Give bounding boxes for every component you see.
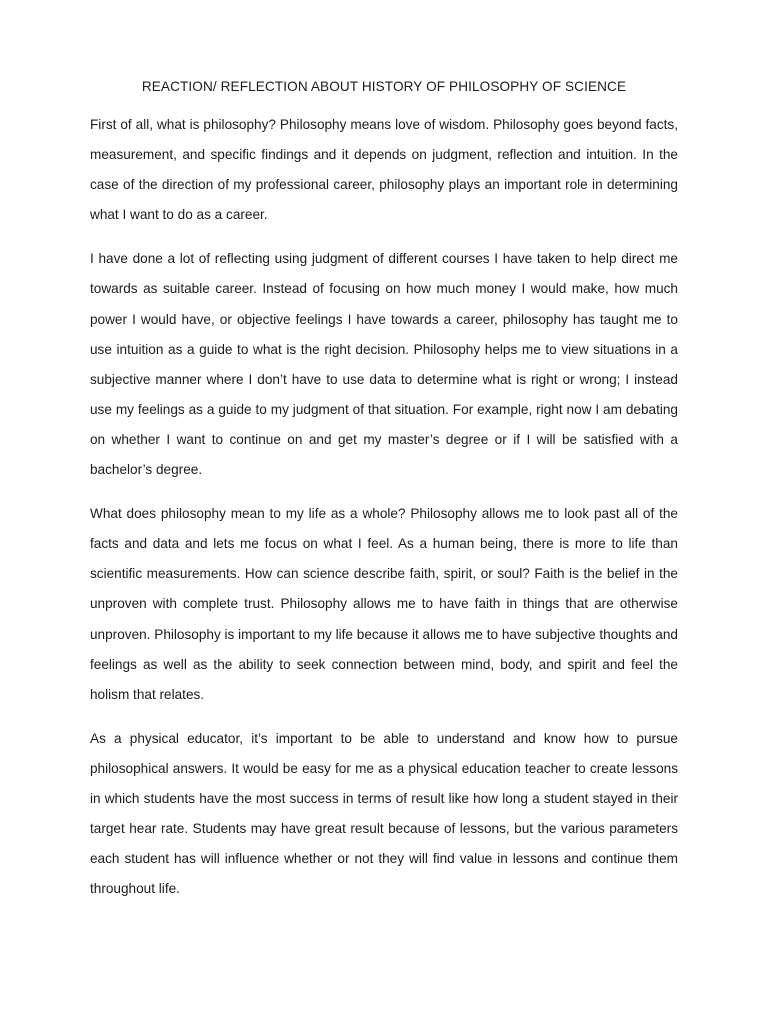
paragraph-3: What does philosophy mean to my life as a whole? Philosophy allows me to look past all of the facts and data and lets me focus on what I feel. As a human being, there is more to life than scientific measurements. How can science describe faith, spirit, or soul? Faith is the belief in the unproven with complete trust. Philosophy allows me to have faith in things that are otherwise unproven. Philosophy is important to my life because it allows me to have subjective thoughts and feelings as well as the ability to seek connection between mind, body, and spirit and feel the holism that relates. <box>90 506 678 702</box>
document-body <box>90 110 678 918</box>
document-title: REACTION/ REFLECTION ABOUT HISTORY OF PHILOSOPHY OF SCIENCE <box>141 79 627 94</box>
paragraph-2: I have done a lot of reflecting using judgment of different courses I have taken to help direct me towards as suitable career. Instead of focusing on how much money I would make, how much power I would have, or objective feelings I have towards a career, philosophy has taught me to use intuition as a guide to what is the right decision. Philosophy helps me to view situations in a subjective manner where I don’t have to use data to determine what is right or wrong; I instead use my feelings as a guide to my judgment of that situation. For example, right now I am debating on whether I want to continue on and get my master’s degree or if I will be satisfied with a bachelor’s degree. <box>90 251 678 478</box>
paragraph-4: As a physical educator, it’s important to be able to understand and know how to pursue philosophical answers. It would be easy for me as a physical education teacher to create lessons in which students have the most success in terms of result like how long a student stayed in their target hear rate. Students may have great result because of lessons, but the various parameters each student has will influence whether or not they will find value in lessons and continue them throughout life. <box>90 730 678 897</box>
paragraph-1: First of all, what is philosophy? Philosophy means love of wisdom. Philosophy goes beyond facts, measurement, and specific findings and it depends on judgment, reflection and intuition. In the case of the direction of my professional career, philosophy plays an important role in determining what I want to do as a career. <box>90 117 678 223</box>
